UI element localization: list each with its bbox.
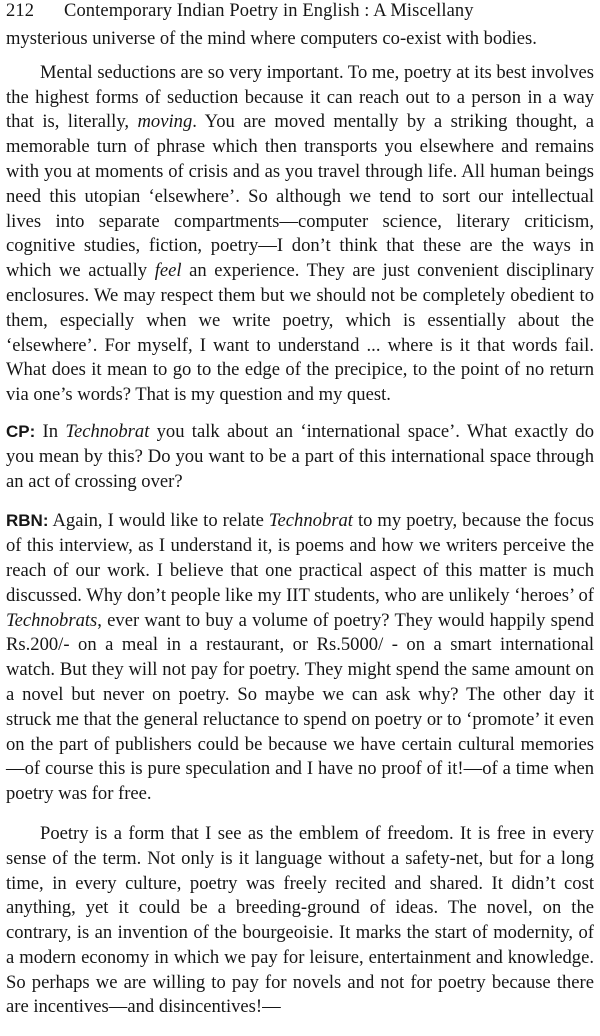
paragraph-poetry-freedom [6, 822, 594, 1020]
paragraph-text-part: . You are moved mentally by a striking thought, a memorable turn of phrase which then transports you elsewhere and remains with you at moments of crisis and as you travel through life. All human beings need this utopian ‘elsewhere’. So although we tend to sort our intellectual lives into separate compartments—computer science, literary criticism, cognitive studies, fiction, poetry—I don’t think that these are the ways in which we actually [6, 111, 594, 282]
paragraph-text-part: an experience. They are just convenient disciplinary enclosures. We may respect them but we should not be completely obedient to them, especially when we write poetry, which is essentially about the ‘elsewhere’. For myself, I want to understand ... where is it that words fail. What does it mean to go to the edge of the precipice, to the point of no return via one’s words? That is my question and my quest. [6, 260, 595, 406]
paragraph-text: Poetry is a form that I see as the emblem of freedom. It is free in every sense of the term. Not only is it language without a safety-net, but for a long time, in every culture, poetry was freely recited and shared. It didn’t cost anything, yet it could be a breeding-ground of ideas. The novel, on the contrary, is an invention of the bourgeoisie. It marks the start of modernity, of a modern economy in which we pay for leisure, entertainment and knowledge. So perhaps we are willing to pay for novels and not for poetry because there are incentives—and disincentives!— [6, 822, 594, 1018]
body-text [6, 27, 594, 1020]
speaker-label: RBN: [6, 511, 49, 531]
running-title: Contemporary Indian Poetry in English : A Miscellany [64, 1, 474, 21]
emphasis-text: feel [154, 260, 182, 282]
paragraph-text-part: , ever want to buy a volume of poetry? They would happily spend Rs.200/- on a meal in a restaurant, or Rs.5000/ - on a smart international watch. But they will not pay for poetry. They might spend the same amount on a novel but never on poetry. So maybe we can ask why? The other day it struck me that the general reluctance to spend on poetry or to ‘promote’ it even on the part of publishers could be because we have certain cultural memories—of course this is pure speculation and I have no proof of it!—of a time when poetry was for free. [6, 609, 594, 805]
answer-rbn [6, 509, 594, 807]
book-title: Technobrat [268, 510, 353, 532]
book-title: Technobrats [6, 609, 98, 631]
page-number: 212 [6, 1, 35, 21]
speaker-label: CP: [6, 421, 36, 441]
paragraph-mental-seductions [6, 61, 594, 408]
paragraph-text: mysterious universe of the mind where computers co-exist with bodies. [6, 28, 537, 49]
running-head [6, 0, 594, 27]
paragraph-text-part: you talk about an ‘international space’. What exactly do you mean by this? Do you want to be a part of this international space through an act of crossing over? [6, 420, 594, 492]
paragraph-text-part: Mental seductions are so very important. To me, poetry at its best involves the highest forms of seduction because it can reach out to a person in a way that is, literally, [6, 61, 594, 133]
paragraph-text-part: to my poetry, because the focus of this interview, as I understand it, is poems and how we writers perceive the reach of our work. I believe that one practical aspect of this matter is much discussed. Why don’t people like my IIT students, who are unlikely ‘heroes’ of [6, 510, 594, 606]
question-cp [6, 420, 594, 494]
paragraph-text-part: In [35, 420, 66, 442]
paragraph-continuation [6, 27, 594, 52]
emphasis-text: moving [137, 111, 193, 133]
paragraph-text-part: Again, I would like to relate [48, 510, 269, 532]
book-title: Technobrat [65, 420, 150, 442]
